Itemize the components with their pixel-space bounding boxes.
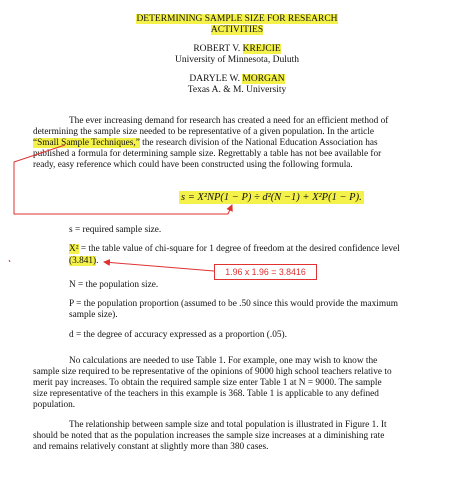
para2-line1: No calculations are needed to use Table 1. For example, one may wish to know the <box>69 356 378 366</box>
para1-line3: “Small Sample Techniques,” the research division of the National Education Association has <box>33 138 378 148</box>
author1 <box>0 44 474 55</box>
para2-line4: size representative of the teachers in this example is 368. Table 1 is applicable to any defined <box>33 389 379 399</box>
small-sample-techniques-highlight: “Small Sample Techniques,” <box>33 138 140 148</box>
para1-line4: published a formula for determining sample size. Regrettably a table has not bee available for <box>33 149 382 159</box>
author2-last: MORGAN <box>242 74 285 84</box>
definition-p-line1: P = the population proportion (assumed to be .50 since this would provide the maximum <box>69 299 398 309</box>
definition-d: d = the degree of accuracy expressed as a proportion (.05). <box>69 330 287 340</box>
para1-line5: ready, easy reference which could have been constructed using the following formula. <box>33 160 353 170</box>
author1-last: KREJCIE <box>242 44 281 54</box>
definition-s: s = required sample size. <box>69 225 162 235</box>
arrow-to-chi-square-value <box>104 262 214 271</box>
para2-line2: sample size required to be representative of the opinions of 9000 high school teachers relative to <box>33 367 392 377</box>
para3-line1: The relationship between sample size and total population is illustrated in Figure 1. It <box>69 420 387 430</box>
para2-line5: population. <box>33 400 76 410</box>
author2-first: DARYLE W. <box>189 74 241 84</box>
para3-line2: should be noted that as the population increases the sample size increases at a diminishing rate <box>33 431 385 441</box>
author1-affiliation: University of Minnesota, Duluth <box>174 55 299 65</box>
para1-line1: The ever increasing demand for research has created a need for an efficient method of <box>69 116 389 126</box>
definition-x2: X² = the table value of chi-square for 1 degree of freedom at the desired confidence level <box>69 244 400 254</box>
para2-line3: merit pay increases. To obtain the required sample size enter Table 1 at N = 9000. The sample <box>33 378 382 388</box>
sample-size-formula: s = X²NP(1 − P) ÷ d²(N −1) + X²P(1 − P). <box>181 192 362 203</box>
author2-affiliation: Texas A. & M. University <box>187 85 287 95</box>
para3-line3: and remains relatively constant at slightly more than 380 cases. <box>33 442 269 452</box>
author2 <box>0 74 474 85</box>
author1-first: ROBERT V. <box>193 44 241 54</box>
para1-line2: determining the sample size needed to be representative of a given population. In the article <box>33 127 375 137</box>
margin-mark <box>9 260 10 262</box>
doc-title-line1: DETERMINING SAMPLE SIZE FOR RESEARCH <box>136 14 338 24</box>
doc-title-line2: ACTIVITIES <box>210 25 264 35</box>
chi-square-annotation-box: 1.96 x 1.96 = 3.8416 <box>214 264 317 280</box>
chi-square-symbol: X² <box>69 244 79 254</box>
chi-square-value: (3.841) <box>69 256 97 266</box>
definition-p-line2: sample size). <box>69 310 118 320</box>
definition-x2-value: (3.841). <box>69 256 99 266</box>
definition-n: N = the population size. <box>69 280 159 290</box>
